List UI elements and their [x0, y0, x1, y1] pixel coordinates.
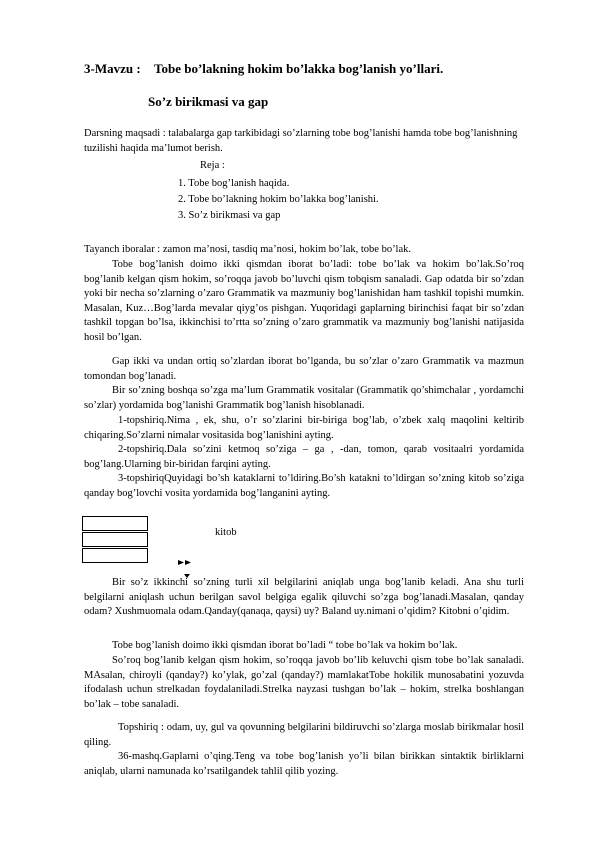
assignment: Topshiriq : odam, uy, gul va qovunning belgilarini bildiruvchi so’zlarga moslab birikmalar hosil qiling.: [84, 722, 524, 748]
topic-heading: [84, 61, 444, 77]
blank-cell[interactable]: [82, 516, 148, 531]
exercise: 36-mashq.Gaplarni o’qing.Teng va tobe bog’lanish yo’li bilan birikkan sintaktik birliklarni aniqlab, ularni namunada ko’rsatilgandek tahlil qilib yozing.: [84, 751, 524, 777]
diagram-word: kitob: [215, 527, 237, 538]
assignment: 1-topshiriq.Nima , ek, shu, o’r so’zlarini bir-biriga bog’lab, o’zbek xalq maqolini keltirib chiqaring.So’zlarni nimalar vositasida bog’lanishini ayting.: [84, 415, 524, 441]
paragraph: Tobe bog’lanish doimo ikki qismdan iborat bo’ladi “ tobe bo’lak va hokim bo’lak.: [112, 640, 458, 651]
lesson-goal: Darsning maqsadi : talabalarga gap tarkibidagi so’zlarning tobe bog’lanishi hamda tobe bog’lanishning tuzilishi haqida ma’lumot berish.: [84, 128, 518, 154]
topic-title: Tobe bo’lakning hokim bo’lakka bog’lanish yo’llari.: [154, 61, 444, 76]
keywords: Tayanch iboralar : zamon ma’nosi, tasdiq ma’nosi, hokim bo’lak, tobe bo’lak.: [84, 244, 412, 255]
paragraph: Bir so’z ikkinchi so’zning turli xil belgilarini aniqlab unga bog’lanib keladi. Ana shu turli belgilarni aniqlash uchun berilgan savol belgiga egalik qiluvchi so’zga bog’lanadi.Masalan, qanday odam? Xushmuomala odam.Qanday(qanaqa, qaysi) uy? Baland uy.nimani o’qidim? Kitobni o’qidim.: [84, 577, 524, 618]
blank-cells-diagram: [82, 516, 150, 564]
blank-cell[interactable]: [82, 532, 148, 547]
assignment: 3-topshiriqQuyidagi bo’sh kataklarni to’ldiring.Bo’sh katakni to’ldirgan so’zning kitob so’ziga qanday bog’lovchi vosita yordamida bog’langanini ayting.: [84, 473, 524, 499]
blank-cell[interactable]: [82, 548, 148, 563]
topic-number: 3-Mavzu :: [84, 61, 141, 76]
plan-item: 1. Tobe bog’lanish haqida.: [178, 178, 290, 189]
paragraph: Bir so’zning boshqa so’zga ma’lum Grammatik vositalar (Grammatik qo’shimchalar , yordamchi so’zlar) yordamida bog’lanishi Grammatik bog’lanish hisoblanadi.: [84, 385, 524, 411]
assignment: 2-topshiriq.Dala so’zini ketmoq so’ziga – ga , -dan, tomon, qarab vositaalri yordamida bog’lang.Ularning bir-biridan farqini ayting.: [84, 444, 524, 470]
plan-label: Reja :: [200, 160, 225, 171]
paragraph: Gap ikki va undan ortiq so’zlardan iborat bo’lganda, bu so’zlar o’zaro Grammatik va mazmun tomondan bog’lanadi.: [84, 356, 524, 382]
paragraph: Tobe bog’lanish doimo ikki qismdan iborat bo’ladi: tobe bo’lak va hokim bo’lak.So’roq bog’lanib kelgan qism hokim, so’roqqa javob bo’luvchi qism tobqism sanaladi. Gap odatda bir so’zdan yoki bir necha so’zlarning o’zaro Grammatik va mazmuniy bog’lanishidan ham tashkil topishi mumkin. Masalan, Kuz…Bog’larda mevalar qiyg’os pishgan. Yuqoridagi gaplarning birinchisi faqat bir so’zdan tashkil topgan bo’lsa, ikkinchisi to’rtta so’zning o’zaro grammatik va mazmuniy bog’lanishi natijasida hosil bo’lgan.: [84, 259, 524, 343]
paragraph: So’roq bog’lanib kelgan qism hokim, so’roqqa javob bo’lib keluvchi qism tobe bo’lak sanaladi. MAsalan, chiroyli (qanday?) ko’ylak, go’zal (qanday?) mamlakatTobe hokilik munosabatini yozuvda ifodalash uchun strelkadan foydalaniladi.Strelka nayzasi tushgan bo’lak – hokim, strelka boshlangan bo’lak – tobe sanaladi.: [84, 655, 524, 710]
topic-subtitle: So’z birikmasi va gap: [148, 94, 269, 109]
plan-item: 3. So’z birikmasi va gap: [178, 210, 281, 221]
arrow-icon: [150, 548, 200, 578]
plan-item: 2. Tobe bo’lakning hokim bo’lakka bog’lanishi.: [178, 194, 379, 205]
